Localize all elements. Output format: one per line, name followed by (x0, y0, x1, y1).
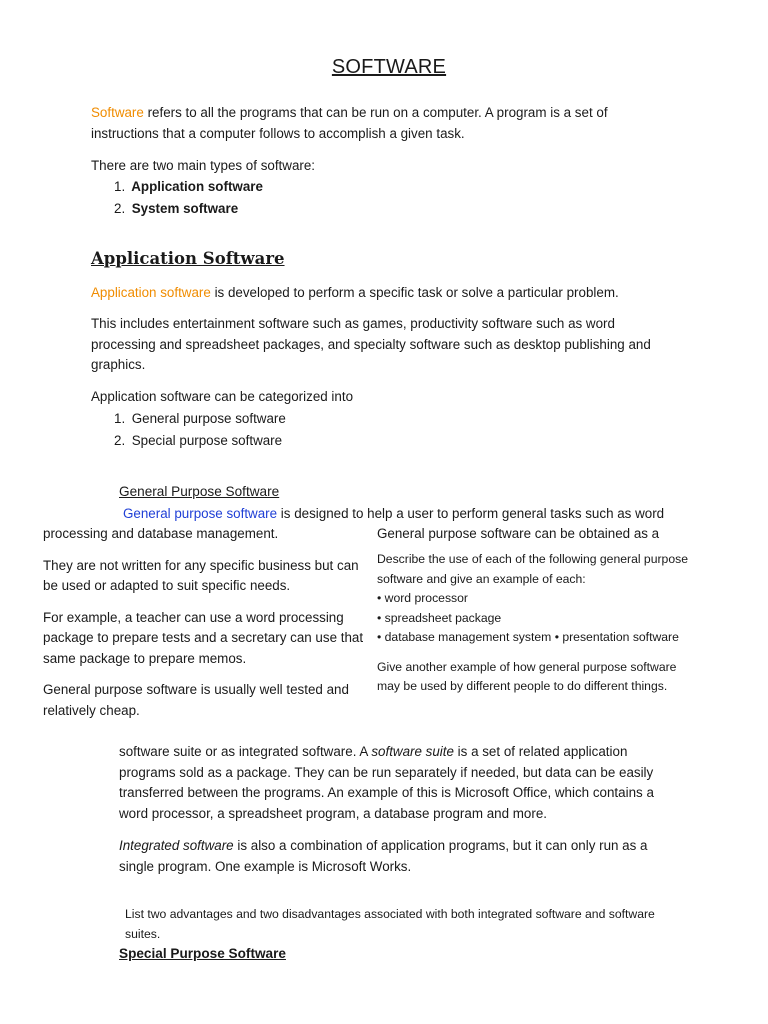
application-paragraph: This includes entertainment software such as games, productivity software such as word processing and spreadsheet packages, and specialty software such as desktop publishing and graphics. (91, 316, 651, 372)
list-item: 1. Application software (114, 179, 263, 194)
activity-box: Describe the use of each of the following general purpose software and give an example of each: • word processor • spreadsheet package • database management system • presentation software Give another example of how general purpose software may be used by different people to do different things. (377, 550, 717, 697)
general-purpose-term: General purpose software (123, 506, 278, 521)
intro-text-line1: refers to all the programs that can be run on a computer. A program is a set of (143, 105, 608, 120)
list-item: • spreadsheet package (377, 610, 502, 625)
list-item: 1. General purpose software (114, 411, 286, 426)
intro-paragraph (91, 103, 608, 144)
list-item: • word processor (377, 591, 468, 605)
categories-list (114, 408, 286, 451)
general-purpose-line1: General purpose software is designed to help a user to perform general tasks such as word (123, 506, 665, 521)
suite-term: software suite (371, 744, 454, 759)
types-lead: There are two main types of software: (91, 158, 316, 173)
list-item: 2. Special purpose software (114, 432, 283, 448)
application-definition: Application software is developed to perform a specific task or solve a particular problem. (91, 285, 619, 300)
subheading-general-purpose: General Purpose Software (119, 484, 280, 499)
right-column-line1: General purpose software can be obtained as a (377, 526, 660, 541)
intro-term: Software (91, 105, 144, 120)
integrated-paragraph: Integrated software is also a combination of application programs, but it can only run as a single program. One example is Microsoft Works. (119, 838, 648, 874)
list-item: 2. System software (114, 200, 239, 216)
section-heading-application-software: Application Software (91, 249, 285, 268)
list-item: • database management system • presentation software (377, 630, 679, 644)
intro-text-line2: instructions that a computer follows to accomplish a given task. (91, 125, 465, 141)
page-title: SOFTWARE (331, 56, 447, 78)
integrated-term: Integrated software (119, 838, 234, 853)
categorized-lead: Application software can be categorized into (91, 389, 354, 404)
application-term: Application software (91, 285, 211, 300)
left-column: processing and database management. They are not written for any specific business but can be used or adapted to suit specific needs. For example, a teacher can use a word processing package to prepare tests and a secretary can use that same package to prepare memos. General purpose software is usually well tested and relatively cheap. (43, 526, 364, 718)
types-list (114, 176, 263, 219)
task-box: List two advantages and two disadvantages associated with both integrated software and software suites. (125, 907, 655, 941)
subheading-special-purpose: Special Purpose Software (119, 946, 286, 961)
suite-paragraph: software suite or as integrated software. A software suite is a set of related application programs sold as a package. They can be run separately if needed, but data can be easily transferred between the programs. An example of this is Microsoft Office, which contains a word processor, a spreadsheet program, a database program and more. (119, 744, 654, 821)
